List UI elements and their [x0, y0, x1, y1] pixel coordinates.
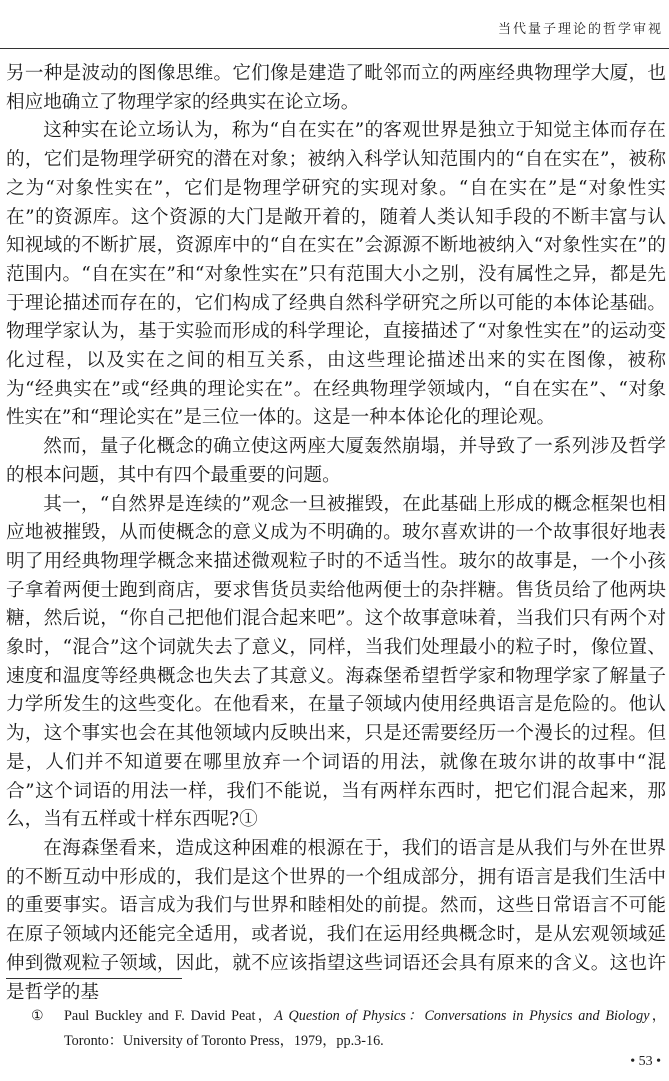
paragraph-2: 这种实在论立场认为，称为“自在实在”的客观世界是独立于知觉主体而存在的，它们是物理学研究的潜在对象；被纳入科学认知范围内的“自在实在”，被称之为“对象性实在”，它们是物理学研究的实现对象。“自在实在”是“对象性实在”的资源库。这个资源的大门是敞开着的，随着人类认知手段的不断丰富与认知视域的不断扩展，资源库中的“自在实在”会源源不断地被纳入“对象性实在”的范围内。“自在实在”和“对象性实在”只有范围大小之别，没有属性之异，都是先于理论描述而存在的，它们构成了经典自然科学研究之所以可能的本体论基础。物理学家认为，基于实验而形成的科学理论，直接描述了“对象性实在”的运动变化过程，以及实在之间的相互关系，由这些理论描述出来的实在图像，被称为“经典实在”或“经典的理论实在”。在经典物理学领域内，“自在实在”、“对象性实在”和“理论实在”是三位一体的。这是一种本体论化的理论观。: [6, 120, 666, 429]
running-title: 当代量子理论的哲学审视: [497, 22, 663, 37]
footnote-publisher: ，Toronto：University of Toronto Press，1979，pp.3-16.: [64, 1008, 666, 1049]
footnote-title: A Question of Physics：Conversations in Physics and Biology: [274, 1008, 650, 1024]
footnote: [31, 1004, 666, 1054]
footnote-marker: ①: [31, 1008, 44, 1024]
paragraph-3: 然而，量子化概念的确立使这两座大厦轰然崩塌，并导致了一系列涉及哲学的根本问题，其中有四个最重要的问题。: [6, 436, 666, 486]
paragraph-1: 另一种是波动的图像思维。它们像是建造了毗邻而立的两座经典物理学大厦，也相应地确立了物理学家的经典实在论立场。: [6, 63, 666, 113]
running-header: [0, 0, 669, 49]
footnote-body: [64, 1004, 666, 1054]
body-text: [6, 60, 666, 1007]
footnote-authors: Paul Buckley and F. David Peat，: [64, 1008, 275, 1024]
paragraph-5: 在海森堡看来，造成这种困难的根源在于，我们的语言是从我们与外在世界的不断互动中形成的，我们是这个世界的一个组成部分，拥有语言是我们生活中的重要事实。语言成为我们与世界和睦相处的前提。然而，这些日常语言不可能在原子领域内还能完全适用，或者说，我们在运用经典概念时，是从宏观领域延伸到微观粒子领域，因此，就不应该指望这些词语还会具有原来的含义。这也许是哲学的基: [6, 837, 666, 1003]
footnote-divider: [6, 978, 182, 979]
paragraph-4: 其一，“自然界是连续的”观念一旦被摧毁，在此基础上形成的概念框架也相应地被摧毁，从而使概念的意义成为不明确的。玻尔喜欢讲的一个故事很好地表明了用经典物理学概念来描述微观粒子时的不适当性。玻尔的故事是，一个小孩子拿着两便士跑到商店，要求售货员卖给他两便士的杂拌糖。售货员给了他两块糖，然后说，“你自己把他们混合起来吧”。这个故事意味着，当我们只有两个对象时，“混合”这个词就失去了意义，同样，当我们处理最小的粒子时，像位置、速度和温度等经典概念也失去了其意义。海森堡希望哲学家和物理学家了解量子力学所发生的这些变化。在他看来，在量子领域内使用经典语言是危险的。他认为，这个事实也会在其他领域内反映出来，只是还需要经历一个漫长的过程。但是，人们并不知道要在哪里放弃一个词语的用法，就像在玻尔讲的故事中“混合”这个词语的用法一样，我们不能说，当有两样东西时，把它们混合起来，那么，当有五样或十样东西呢?①: [6, 493, 666, 831]
page-number: • 53 •: [630, 1054, 661, 1069]
